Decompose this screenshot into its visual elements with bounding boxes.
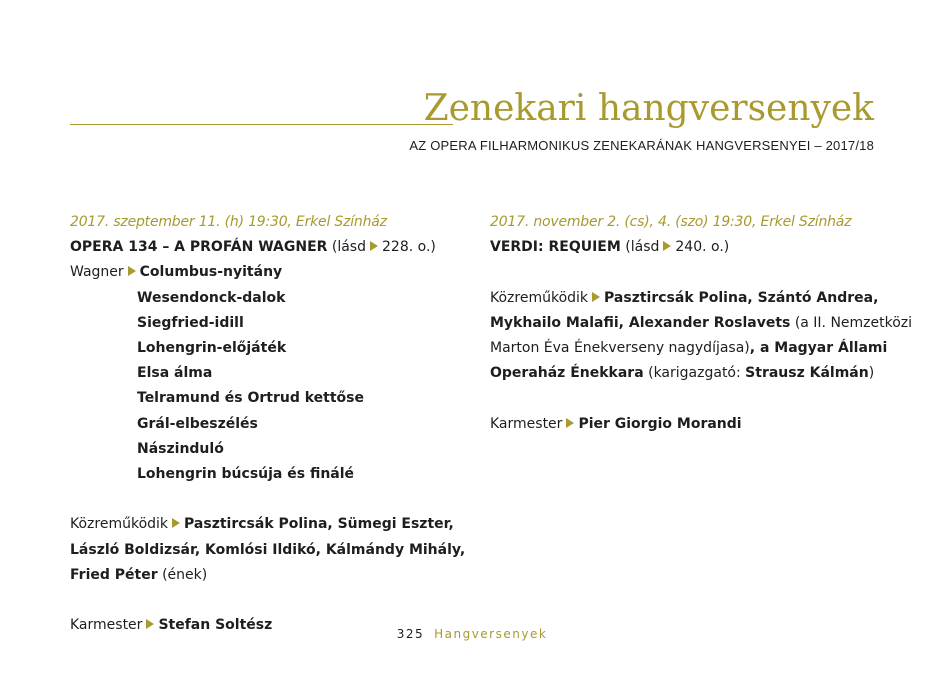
see-page: 228. o.) bbox=[382, 239, 436, 256]
conductor-name: Pier Giorgio Morandi bbox=[578, 415, 742, 432]
conductor-name: Stefan Soltész bbox=[158, 617, 273, 634]
performers-line bbox=[490, 336, 888, 361]
conductor-label: Karmester bbox=[70, 617, 143, 634]
page-subtitle: AZ OPERA FILHARMONIKUS ZENEKARÁNAK HANGVERSENYEI – 2017/18 bbox=[409, 138, 874, 153]
concert-date: 2017. szeptember 11. (h) 19:30, Erkel Színház bbox=[70, 214, 387, 230]
composer-name: Wagner bbox=[70, 264, 124, 281]
see-page: 240. o.) bbox=[675, 239, 730, 256]
composer-line bbox=[70, 260, 450, 285]
performers-role: (ének) bbox=[162, 566, 208, 583]
triangle-right-icon bbox=[566, 418, 574, 428]
work-item: Elsa álma bbox=[137, 365, 213, 382]
triangle-right-icon bbox=[128, 266, 136, 276]
performers-line bbox=[490, 361, 880, 386]
work-item: Wesendonck-dalok bbox=[137, 289, 286, 306]
see-prefix: (lásd bbox=[331, 239, 366, 256]
performers-note: Marton Éva Énekverseny nagydíjasa) bbox=[490, 340, 750, 356]
performers-label: Közreműködik bbox=[490, 289, 589, 306]
choir-name: , a Magyar Állami bbox=[749, 340, 888, 356]
performers-line bbox=[490, 286, 880, 311]
page-footer bbox=[0, 627, 944, 641]
performers-names: Pasztircsák Polina, Sümegi Eszter, bbox=[184, 516, 454, 533]
performers-names: Pasztircsák Polina, Szántó Andrea, bbox=[604, 289, 879, 306]
page-title: Zenekari hangversenyek bbox=[423, 88, 874, 129]
choir-name: Operaház Énekkara bbox=[490, 365, 644, 382]
work-item: Lohengrin búcsúja és finálé bbox=[137, 466, 355, 483]
work-item: Columbus-nyitány bbox=[139, 264, 283, 281]
page-number: 325 bbox=[396, 627, 425, 641]
performers-note: (a II. Nemzetközi bbox=[794, 314, 913, 331]
performers-names: Mykhailo Malafii, Alexander Roslavets bbox=[490, 314, 791, 331]
work-item: Siegfried-idill bbox=[137, 314, 244, 331]
concert-right bbox=[490, 210, 913, 437]
program-line bbox=[490, 235, 880, 260]
performers-line bbox=[490, 311, 913, 336]
conductor-label: Karmester bbox=[490, 415, 563, 432]
header-rule bbox=[70, 124, 453, 125]
program-line bbox=[70, 235, 450, 260]
performers-names: László Boldizsár, Komlósi Ildikó, Kálmándy Mihály, bbox=[70, 541, 466, 558]
triangle-right-icon bbox=[370, 241, 378, 251]
section-name: Hangversenyek bbox=[434, 627, 548, 641]
performers-line bbox=[70, 563, 450, 588]
program-title: OPERA 134 – A PROFÁN WAGNER bbox=[70, 239, 328, 256]
performers-names: Fried Péter bbox=[70, 566, 158, 583]
work-item: Grál-elbeszélés bbox=[137, 415, 258, 432]
program-title: VERDI: REQUIEM bbox=[490, 239, 621, 256]
triangle-right-icon bbox=[592, 292, 600, 302]
choir-director-suffix: ) bbox=[868, 365, 875, 382]
performers-label: Közreműködik bbox=[70, 516, 169, 533]
concert-left bbox=[70, 210, 466, 638]
see-prefix: (lásd bbox=[625, 239, 660, 256]
work-item: Telramund és Ortrud kettőse bbox=[137, 390, 364, 407]
performers-line bbox=[70, 512, 454, 537]
concert-date: 2017. november 2. (cs), 4. (szo) 19:30, Erkel Színház bbox=[490, 214, 852, 230]
work-item: Lohengrin-előjáték bbox=[137, 340, 287, 357]
work-item: Nászinduló bbox=[137, 440, 224, 457]
triangle-right-icon bbox=[172, 518, 180, 528]
conductor-line bbox=[490, 412, 880, 437]
choir-director-prefix: (karigazgató: bbox=[648, 365, 741, 382]
triangle-right-icon bbox=[663, 241, 671, 251]
choir-director: Strausz Kálmán bbox=[745, 365, 869, 382]
